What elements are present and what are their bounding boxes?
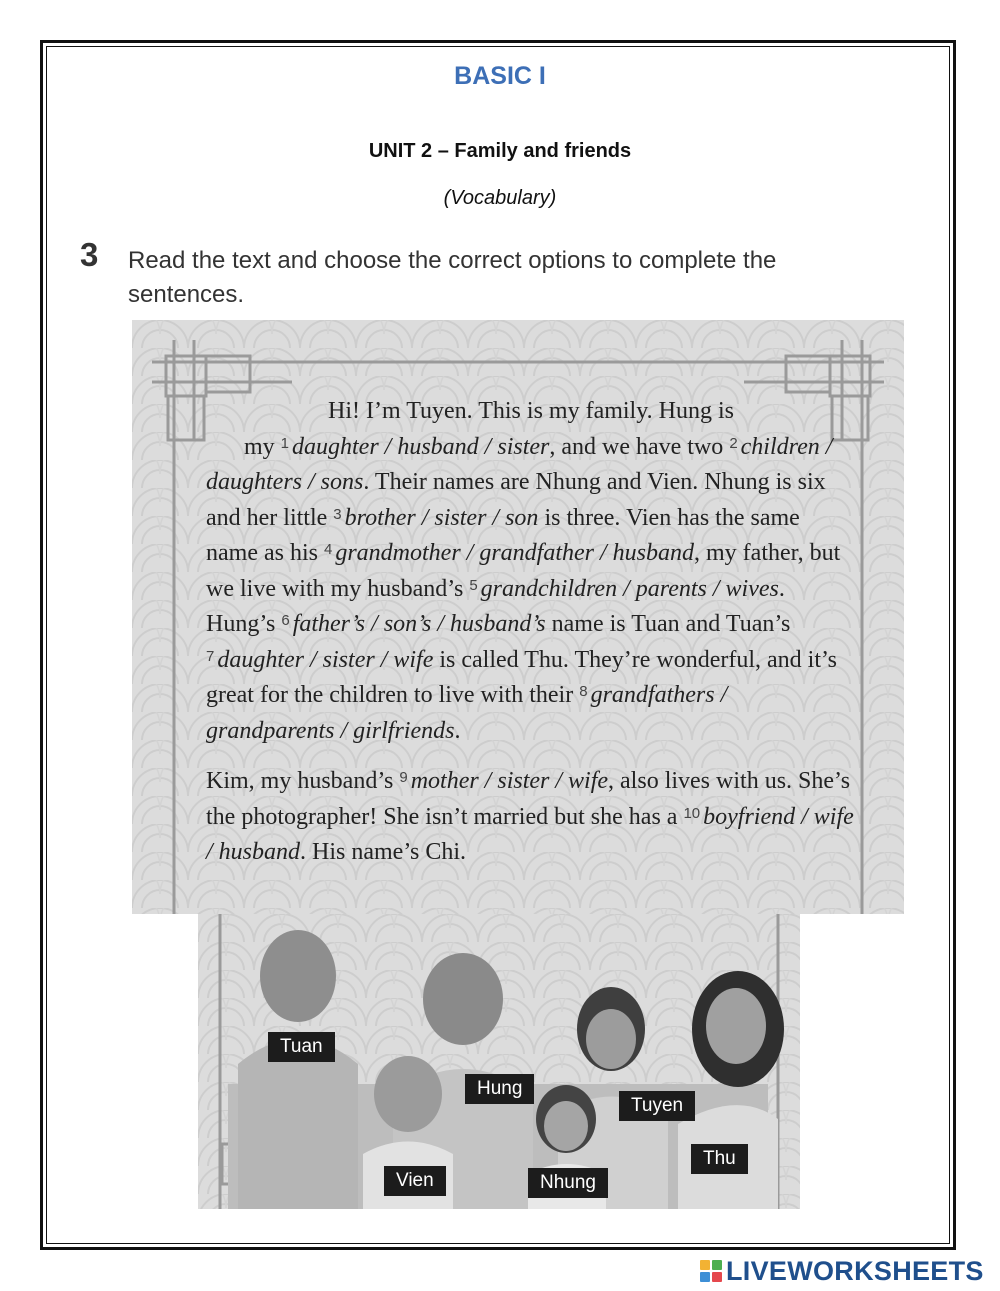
gap-number-3: 3 — [333, 505, 342, 523]
exercise-instruction: Read the text and choose the correct options to complete the sentences. — [128, 247, 777, 308]
story-fragment: , my father, but we live with my husband’s — [206, 540, 841, 602]
story-line: Hi! I’m Tuyen. This is my family. Hung is — [327, 398, 735, 424]
name-tag-hung: Hung — [465, 1074, 534, 1104]
section-label: (Vocabulary) — [443, 187, 557, 209]
gap-number-2: 2 — [729, 434, 738, 452]
options-gap-5[interactable]: grandchildren / parents / wives — [480, 575, 779, 602]
story-fragment: . His name’s Chi. — [300, 839, 467, 865]
gap-number-8: 8 — [579, 683, 588, 700]
story-fragment: . Hung’s — [206, 575, 785, 637]
name-tag-thu: Thu — [691, 1144, 748, 1174]
story-fragment: my — [244, 433, 275, 460]
gap-number-7: 7 — [206, 647, 215, 665]
gap-number-4: 4 — [323, 541, 333, 558]
name-tag-nhung: Nhung — [528, 1168, 608, 1198]
logo-blocks-icon — [700, 1260, 722, 1282]
options-gap-4[interactable]: grandmother / grandfather / husband — [335, 540, 695, 566]
story-fragment: Kim, my husband’s — [206, 768, 394, 794]
gap-number-10: 10 — [683, 804, 701, 822]
exercise-number: 3 — [80, 236, 99, 273]
name-tag-tuyen: Tuyen — [619, 1091, 695, 1121]
logo-text: LIVEWORKSHEETS — [726, 1255, 984, 1286]
liveworksheets-logo[interactable] — [700, 1254, 984, 1288]
story-fragment: is called Thu. They’re wonderful, and it’s great for the children to live with their — [206, 646, 838, 708]
story-panel — [132, 320, 904, 914]
story-paragraph-1 — [206, 394, 856, 749]
family-photo — [198, 914, 800, 1209]
logo-block — [700, 1272, 710, 1282]
story-fragment: , also lives with us. She’s the photographer! She isn’t married but she has a — [206, 768, 851, 830]
unit-heading: UNIT 2 – Family and friends — [368, 140, 632, 162]
name-tag-vien: Vien — [384, 1166, 446, 1196]
story-text — [206, 394, 856, 871]
name-tag-tuan: Tuan — [268, 1032, 335, 1062]
options-gap-9[interactable]: mother / sister / wife — [410, 768, 609, 794]
options-gap-6[interactable]: father’s / son’s / husband’s — [292, 611, 546, 637]
gap-number-1: 1 — [280, 434, 290, 452]
worksheet-title: BASIC I — [454, 62, 546, 90]
logo-block — [712, 1272, 722, 1282]
gap-number-6: 6 — [281, 612, 290, 629]
options-gap-7[interactable]: daughter / sister / wife — [217, 646, 434, 673]
story-fragment: . — [454, 717, 461, 744]
story-fragment: is three. Vien has the same name as his — [206, 504, 800, 566]
story-fragment: , and we have two — [549, 433, 724, 460]
logo-block — [700, 1260, 710, 1270]
logo-block — [712, 1260, 722, 1270]
options-gap-1[interactable]: daughter / husband / sister — [292, 433, 550, 460]
options-gap-3[interactable]: brother / sister / son — [344, 504, 539, 531]
story-paragraph-2 — [206, 764, 856, 871]
options-gap-10[interactable]: boyfriend / wife / husband — [206, 803, 854, 865]
options-gap-2[interactable]: children / daughters / sons — [206, 433, 833, 495]
story-fragment: name is Tuan and Tuan’s — [551, 611, 791, 637]
gap-number-5: 5 — [469, 576, 478, 594]
gap-number-9: 9 — [399, 769, 408, 786]
story-fragment: . Their names are Nhung and Vien. Nhung is six and her little — [206, 469, 826, 531]
options-gap-8[interactable]: grandfathers / grandparents / girlfriends — [206, 682, 728, 744]
